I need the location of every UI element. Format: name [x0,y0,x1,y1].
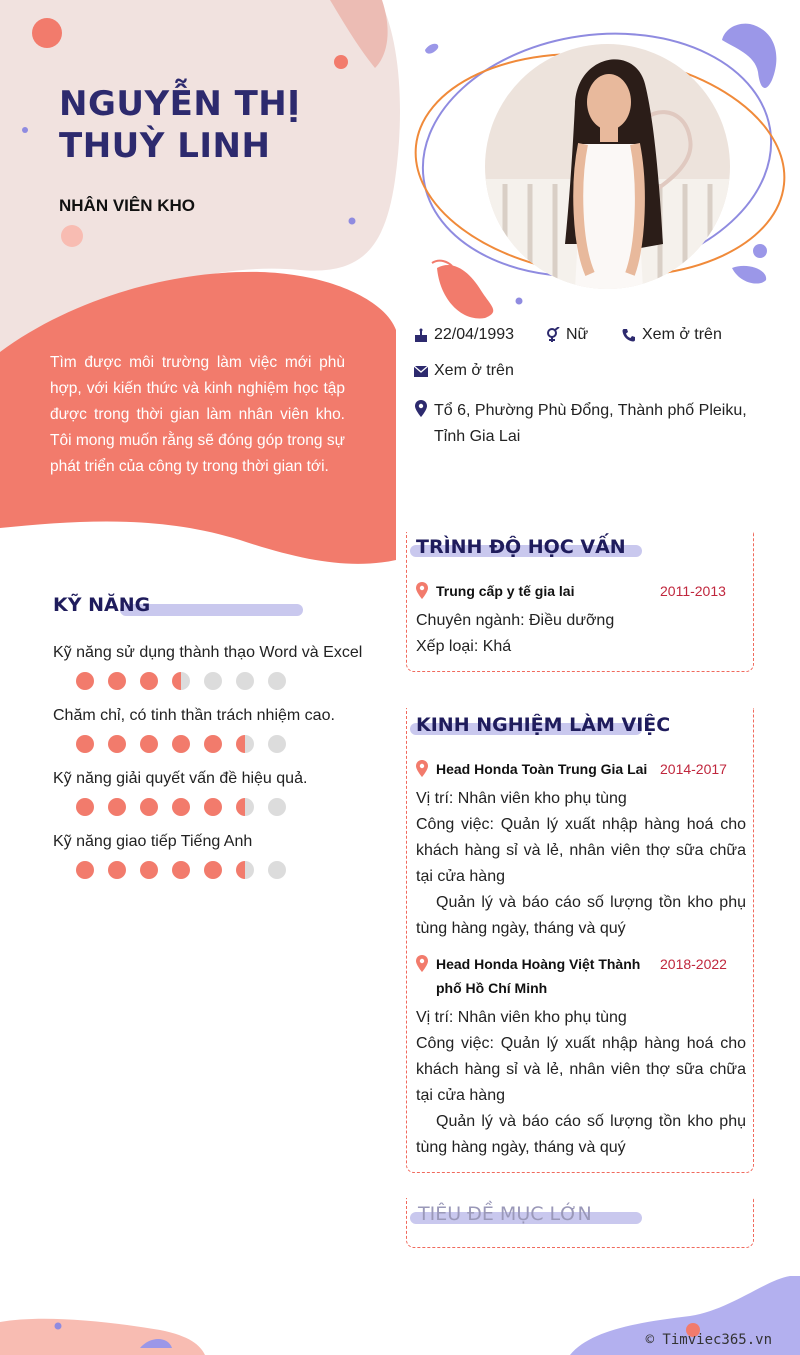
address-info [414,398,764,450]
birthday-value: 22/04/1993 [434,326,515,343]
education-title: TRÌNH ĐỘ HỌC VẤN [416,536,626,558]
job-entry-header [416,757,647,781]
rating-dot [268,861,286,879]
skill-rating [76,672,286,690]
phone-icon [622,328,636,342]
birthday-cake-icon [414,328,428,343]
education-major: Chuyên ngành: Điều dưỡng [416,612,615,629]
skill-rating [76,798,286,816]
experience-title: KINH NGHIỆM LÀM VIỆC [416,714,671,736]
location-pin-icon [416,760,428,777]
rating-dot [204,798,222,816]
rating-dot [268,672,286,690]
rating-dot [204,861,222,879]
name-line-1: NGUYỄN THỊ [59,84,301,124]
rating-dot [236,861,254,879]
rating-dot [140,672,158,690]
job-role: Vị trí: Nhân viên kho phụ tùng [416,790,627,807]
rating-dot [140,735,158,753]
rating-dot [108,861,126,879]
location-pin-icon [416,955,428,972]
skill-rating [76,861,286,879]
job-duty: Công việc: Quản lý xuất nhập hàng hoá cho khách hàng sỉ và lẻ, nhân viên thợ sữa chữa tại cửa hàng [416,816,746,885]
rating-dot [172,735,190,753]
skill-name: Chăm chỉ, có tinh thần trách nhiệm cao. [53,707,335,724]
copyright-text: © Timviec365.vn [645,1332,772,1348]
job-duty: Quản lý và báo cáo số lượng tồn kho phụ tùng hàng ngày, tháng và quý [416,894,746,937]
education-period: 2011-2013 [660,583,726,599]
address-line-1: Tổ 6, Phường Phù Đổng, Thành phố Pleiku, [434,402,747,419]
address-line-2: Tỉnh Gia Lai [434,428,521,445]
gender-icon [546,327,560,343]
name-line-2: THUỲ LINH [59,126,271,166]
portrait-image [485,44,730,289]
gender-value: Nữ [566,326,589,343]
birthday-info [414,326,514,344]
location-pin-icon [415,400,427,417]
rating-dot [108,735,126,753]
job-position: NHÂN VIÊN KHO [59,196,196,215]
phone-info [622,326,722,344]
rating-dot [236,672,254,690]
rating-dot [236,798,254,816]
profile-photo [485,44,730,289]
education-entry-header [416,579,574,603]
rating-dot [76,735,94,753]
skill-name: Kỹ năng sử dụng thành thạo Word và Excel [53,644,363,661]
education-grade: Xếp loại: Khá [416,638,512,655]
job-duty: Quản lý và báo cáo số lượng tồn kho phụ tùng hàng ngày, tháng và quý [416,1113,746,1156]
job-period: 2018-2022 [660,956,727,972]
skills-title: KỸ NĂNG [53,594,151,616]
job-period: 2014-2017 [660,761,727,777]
rating-dot [268,735,286,753]
rating-dot [76,798,94,816]
rating-dot [140,798,158,816]
extra-section-title: TIÊU ĐỀ MỤC LỚN [418,1203,592,1225]
rating-dot [108,672,126,690]
rating-dot [204,735,222,753]
email-value: Xem ở trên [434,362,514,379]
skill-rating [76,735,286,753]
email-info [414,362,514,380]
job-duty: Công việc: Quản lý xuất nhập hàng hoá cho khách hàng sỉ và lẻ, nhân viên thợ sữa chữa tại cửa hàng [416,1035,746,1104]
phone-value: Xem ở trên [642,326,722,343]
rating-dot [268,798,286,816]
candidate-name [59,83,359,167]
company-name [436,952,640,1000]
rating-dot [204,672,222,690]
skill-name: Kỹ năng giao tiếp Tiếng Anh [53,833,253,850]
rating-dot [76,672,94,690]
rating-dot [108,798,126,816]
company-name-line-2: phố Hồ Chí Minh [436,980,548,996]
career-objective: Tìm được môi trường làm việc mới phù hợp, với kiến thức và kinh nghiệm học tập được trong thời gian làm nhân viên kho. Tôi mong muốn rằng sẽ đóng góp trong sự phát triển của công ty trong thời gian tới. [50,354,345,475]
location-pin-icon [416,582,428,599]
company-name-line-1: Head Honda Hoàng Việt Thành [436,956,641,972]
rating-dot [172,798,190,816]
rating-dot [76,861,94,879]
gender-info [546,326,588,344]
job-role: Vị trí: Nhân viên kho phụ tùng [416,1009,627,1026]
envelope-icon [414,366,428,377]
rating-dot [172,672,190,690]
company-name: Head Honda Toàn Trung Gia Lai [436,761,648,777]
job-entry-header [416,952,640,1000]
rating-dot [236,735,254,753]
school-name: Trung cấp y tế gia lai [436,583,575,599]
skill-name: Kỹ năng giải quyết vấn đề hiệu quả. [53,770,308,787]
rating-dot [140,861,158,879]
rating-dot [172,861,190,879]
